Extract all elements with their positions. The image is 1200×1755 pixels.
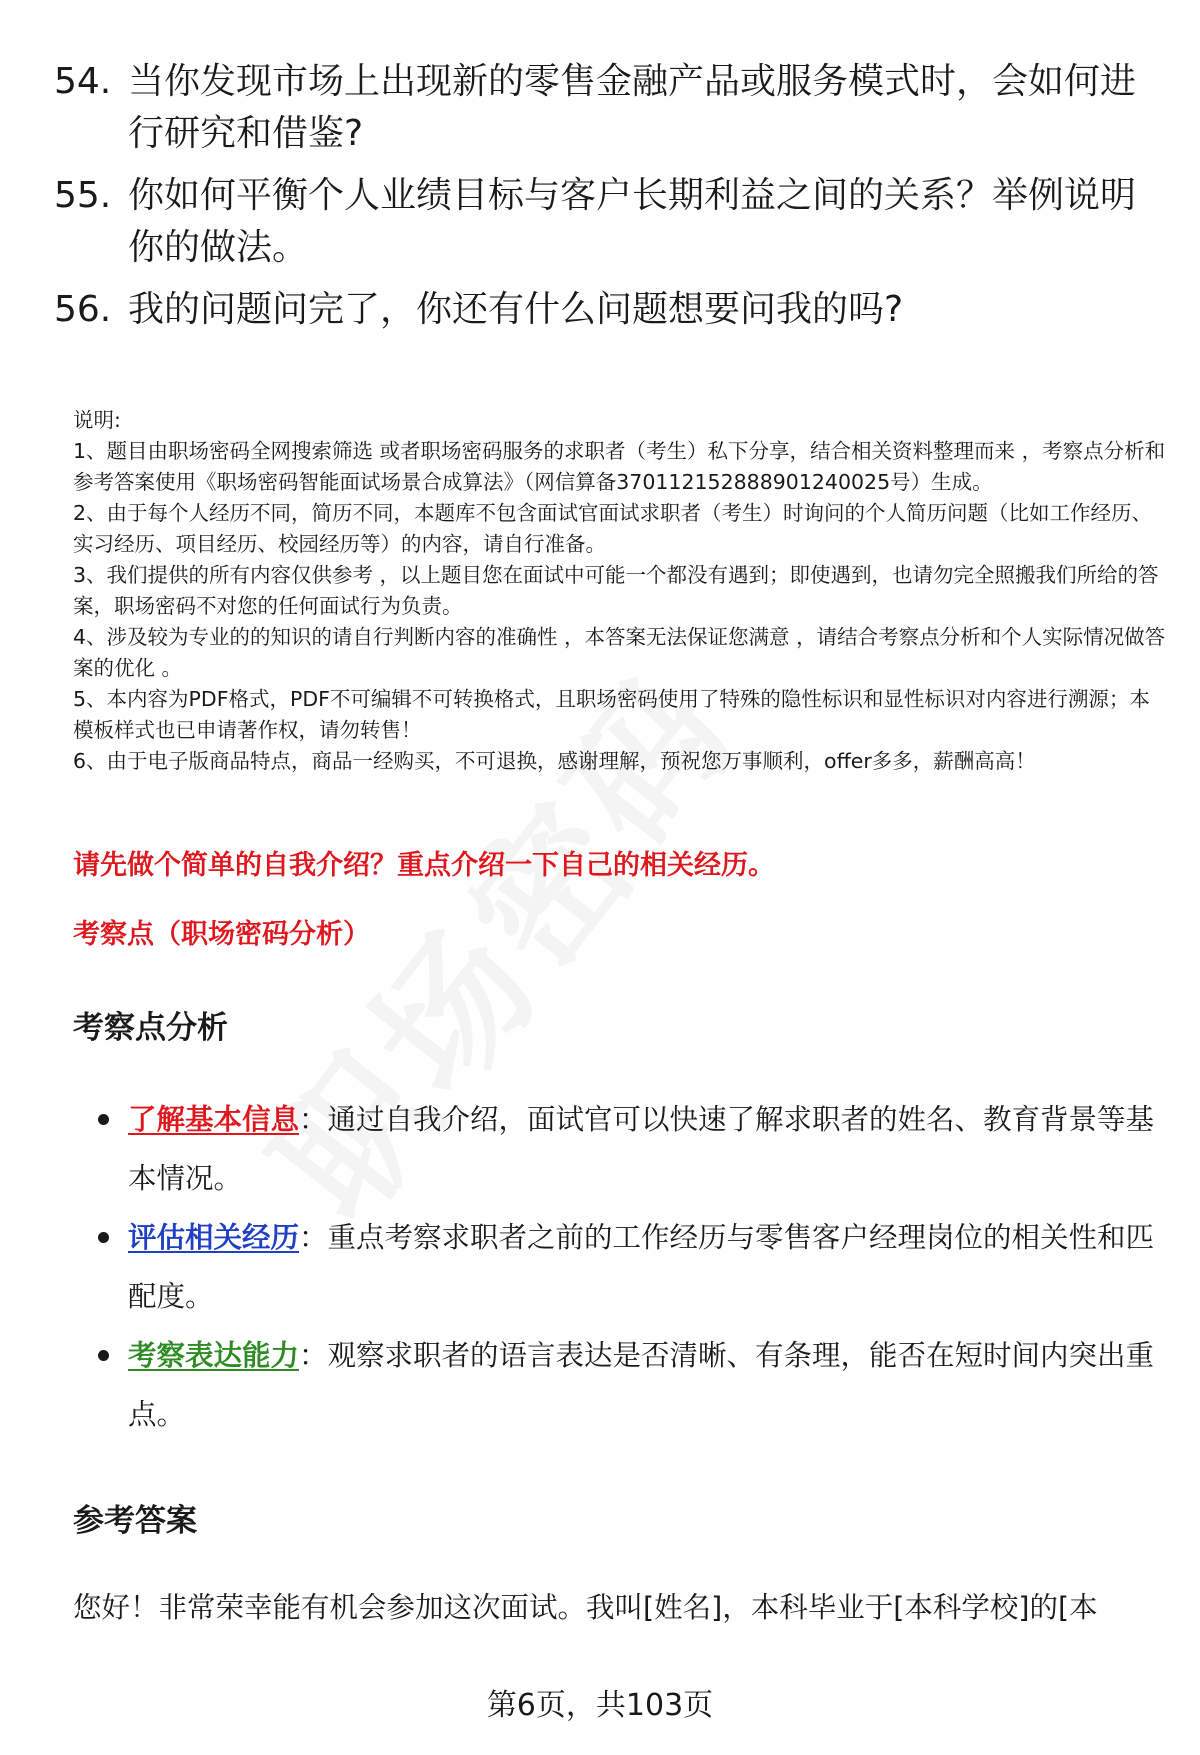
- analysis-bullet: [98, 1208, 1158, 1326]
- main-question: 请先做个简单的自我介绍？重点介绍一下自己的相关经历。: [73, 850, 775, 881]
- bullet-keyword: 了解基本信息: [128, 1103, 300, 1136]
- bullet-keyword: 评估相关经历: [128, 1221, 300, 1254]
- analysis-bullet: [98, 1326, 1158, 1444]
- notes-item: 5、本内容为PDF格式，PDF不可编辑不可转换格式，且职场密码使用了特殊的隐性标识和显性标识对内容进行溯源；本模板样式也已申请著作权，请勿转售！: [73, 687, 1150, 742]
- analysis-heading: 考察点分析: [73, 1010, 228, 1046]
- answer-heading: 参考答案: [73, 1503, 197, 1539]
- notes-item: 2、由于每个人经历不同，简历不同，本题库不包含面试官面试求职者（考生）时询问的个人简历问题（比如工作经历、实习经历、项目经历、校园经历等）的内容，请自行准备。: [73, 501, 1153, 556]
- bullet-text: ：重点考察求职者之前的工作经历与零售客户经理岗位的相关性和匹配度。: [128, 1221, 1155, 1313]
- notes-heading: 说明:: [73, 408, 121, 432]
- analysis-bullet: [98, 1090, 1158, 1208]
- question-number: 56.: [54, 289, 112, 330]
- notes-item: 4、涉及较为专业的的知识的请自行判断内容的准确性 ，本答案无法保证您满意 ，请结合考察点分析和个人实际情况做答案的优化 。: [73, 625, 1166, 680]
- bullet-text: ：观察求职者的语言表达是否清晰、有条理，能否在短时间内突出重点。: [128, 1339, 1155, 1431]
- notes-block: [73, 405, 1168, 777]
- notes-item: 3、我们提供的所有内容仅供参考 ，以上题目您在面试中可能一个都没有遇到；即使遇到，也请勿完全照搬我们所给的答案，职场密码不对您的任何面试行为负责。: [73, 563, 1159, 618]
- notes-item: 1、题目由职场密码全网搜索筛选 或者职场密码服务的求职者（考生）私下分享，结合相关资料整理而来 ，考察点分析和参考答案使用《职场密码智能面试场景合成算法》（网信算备370112152888901240025号）生成。: [73, 439, 1166, 494]
- page-footer: 第6页，共103页: [486, 1688, 714, 1723]
- question-54: [54, 56, 1154, 160]
- notes-item: 6、由于电子版商品特点，商品一经购买，不可退换，感谢理解，预祝您万事顺利，offer多多，薪酬高高！: [73, 749, 1036, 773]
- question-55: [54, 170, 1154, 274]
- bullet-keyword: 考察表达能力: [128, 1339, 300, 1372]
- question-text: 我的问题问完了，你还有什么问题想要问我的吗?: [128, 289, 904, 330]
- answer-text: 您好！非常荣幸能有机会参加这次面试。我叫[姓名]，本科毕业于[本科学校]的[本: [73, 1591, 1098, 1624]
- bullet-dot: [98, 1350, 109, 1361]
- question-number: 54.: [54, 61, 112, 102]
- question-56: [54, 284, 1154, 336]
- bullet-dot: [98, 1232, 109, 1243]
- exam-points-label: 考察点（职场密码分析）: [73, 919, 370, 950]
- question-text: 你如何平衡个人业绩目标与客户长期利益之间的关系？举例说明你的做法。: [128, 175, 1137, 268]
- question-number: 55.: [54, 175, 112, 216]
- question-text: 当你发现市场上出现新的零售金融产品或服务模式时，会如何进行研究和借鉴?: [128, 61, 1137, 154]
- bullet-text: ：通过自我介绍，面试官可以快速了解求职者的姓名、教育背景等基本情况。: [128, 1103, 1155, 1195]
- bullet-dot: [98, 1114, 109, 1125]
